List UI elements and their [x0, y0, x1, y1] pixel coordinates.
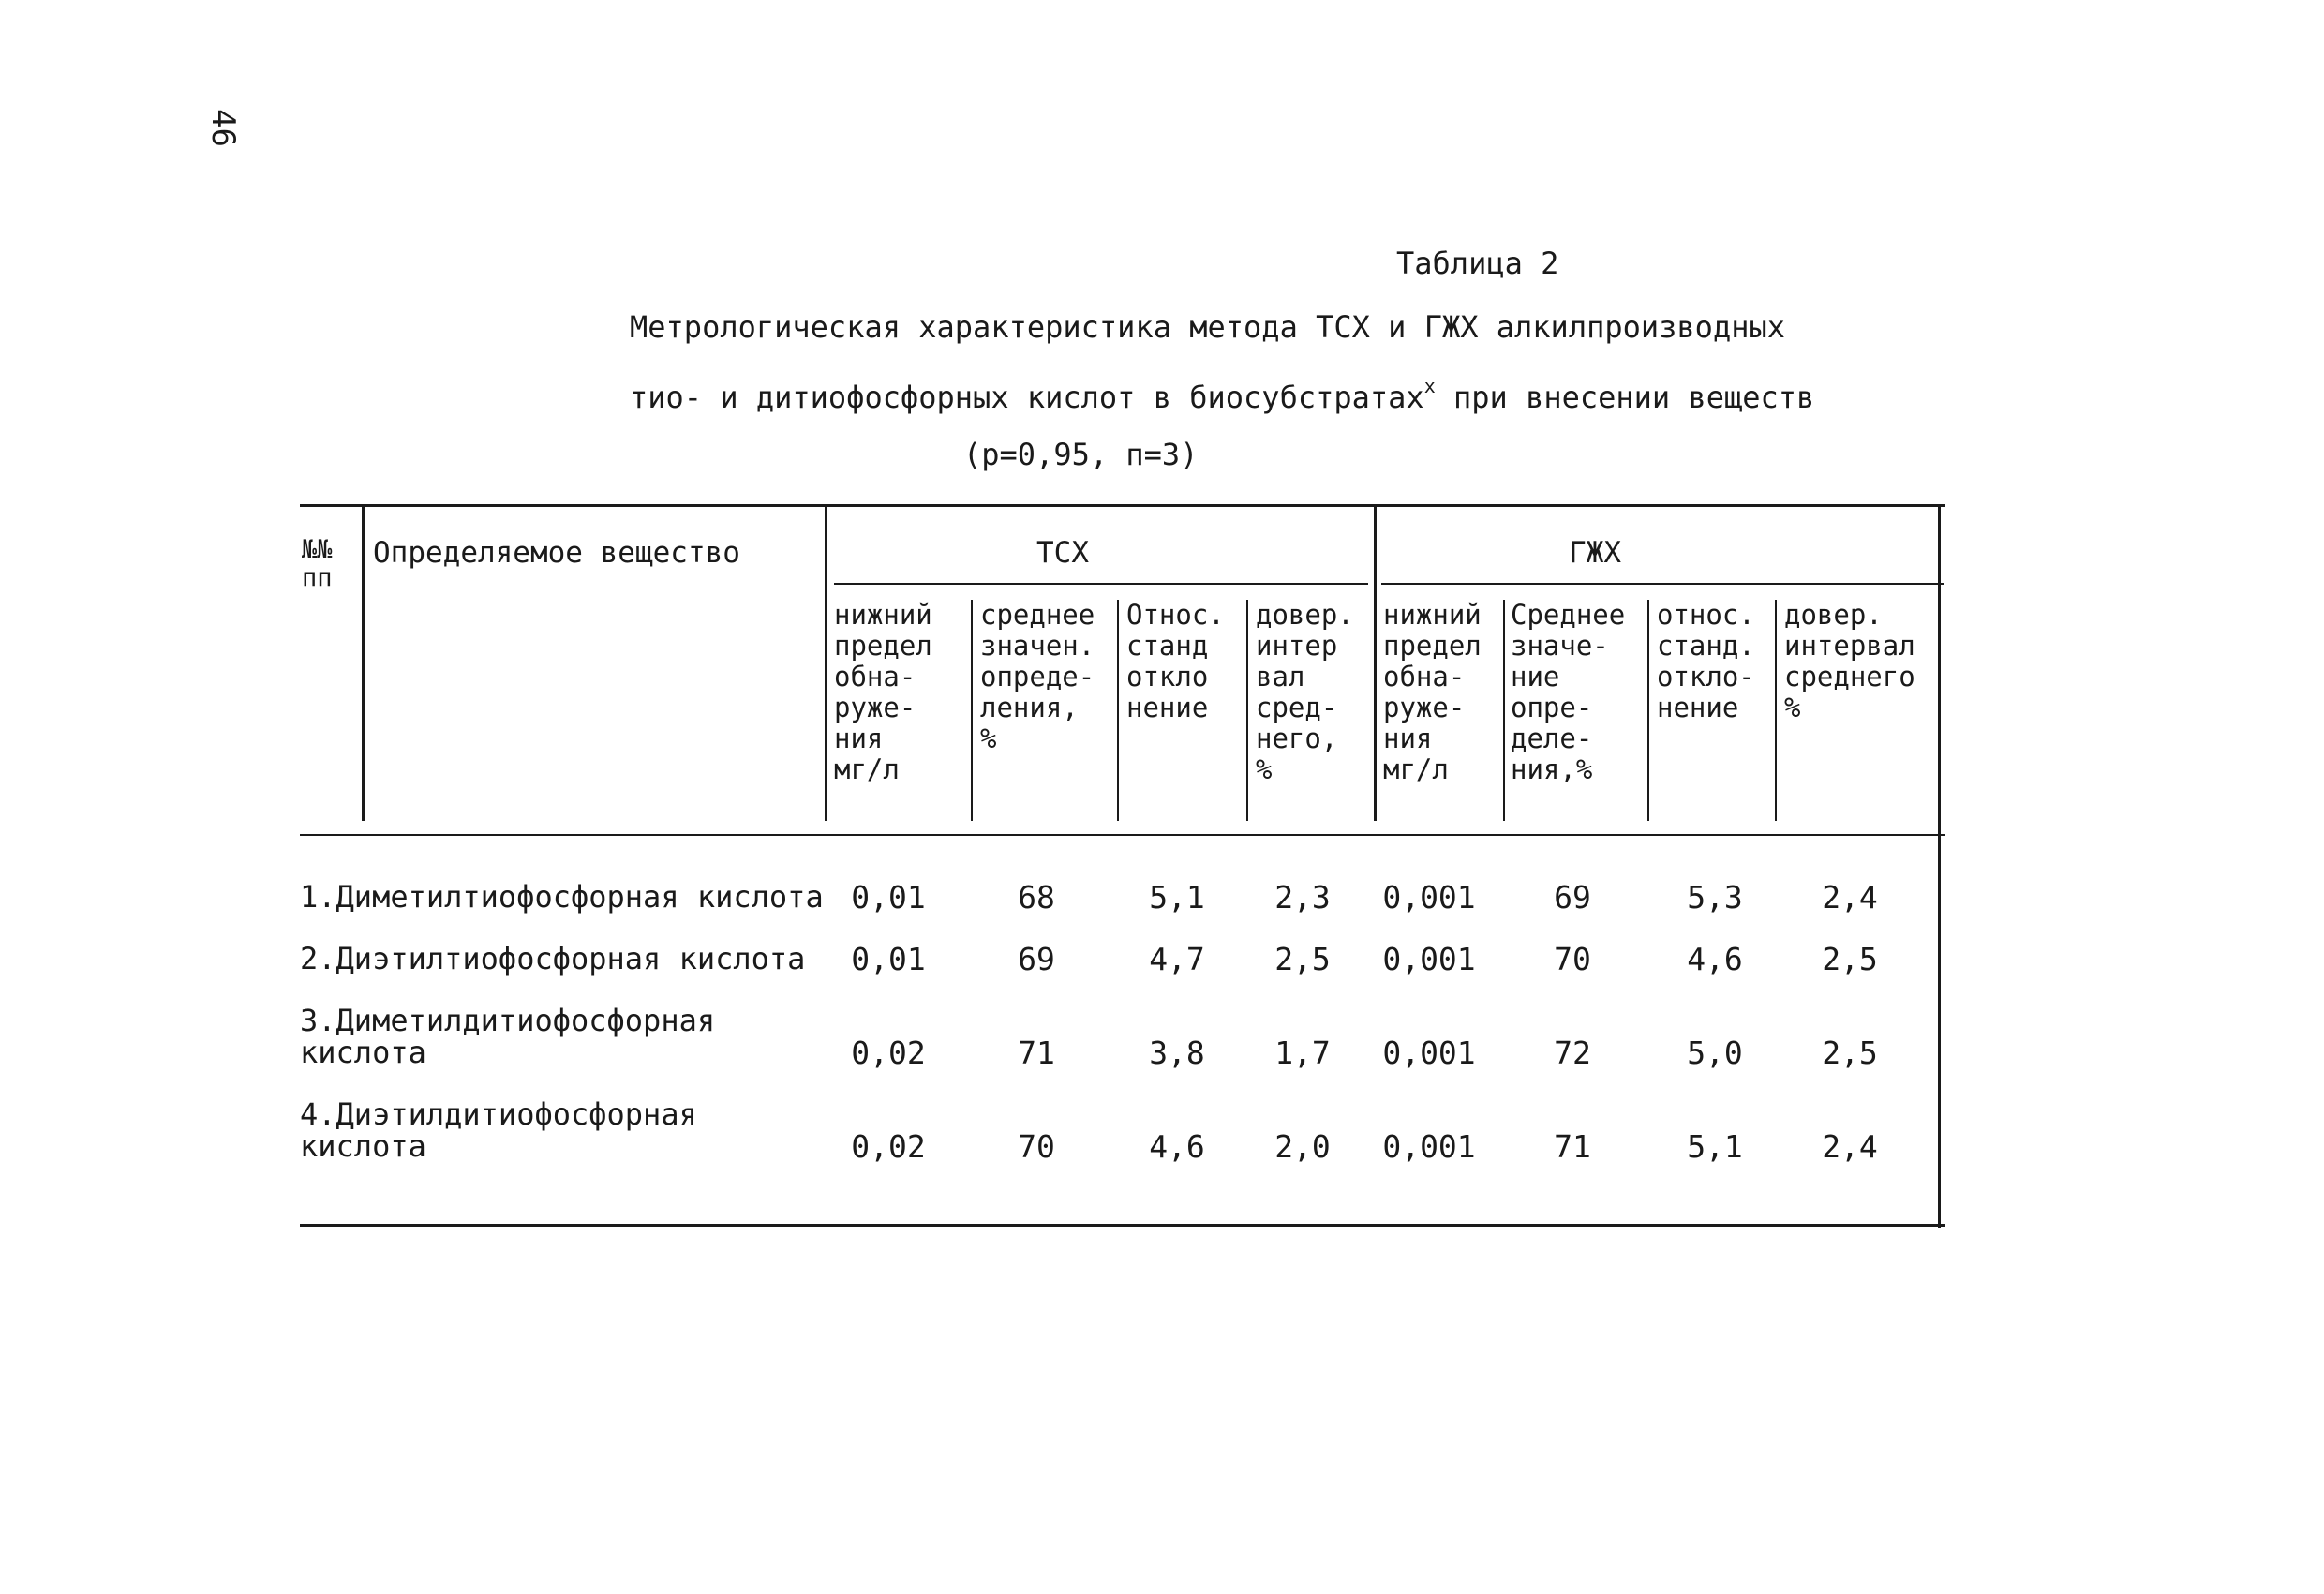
header-num: №№ пп — [302, 535, 333, 592]
divider-tsx-gzhx — [1374, 506, 1377, 821]
row-1-tsx-mean: 68 — [1018, 879, 1055, 916]
row-2-tsx-detection-limit: 0,01 — [851, 941, 926, 977]
divider-tsx-col4 — [1246, 600, 1248, 821]
header-gzhx-mean: Среднее значе- ние опре- деле- ния,% — [1511, 599, 1626, 785]
group-underline-gzhx — [1381, 583, 1944, 585]
table-right-edge — [1938, 506, 1941, 1228]
row-2-gzhx-conf-interval: 2,5 — [1822, 941, 1878, 977]
header-bottom-rule — [300, 834, 1945, 836]
row-1-gzhx-mean: 69 — [1554, 879, 1591, 916]
row-3-gzhx-detection-limit: 0,001 — [1382, 1035, 1476, 1071]
header-tsx-mean: среднее значен. опреде- ления, % — [980, 599, 1095, 754]
header-tsx-rel-std: Относ. станд откло нение — [1126, 599, 1225, 723]
row-1-tsx-detection-limit: 0,01 — [851, 879, 926, 916]
row-3-gzhx-mean: 72 — [1554, 1035, 1591, 1071]
row-2-gzhx-mean: 70 — [1554, 941, 1591, 977]
row-3-gzhx-rel-std: 5,0 — [1687, 1035, 1743, 1071]
page-number: 46 — [204, 109, 242, 147]
table-caption-line-2 — [630, 375, 1814, 415]
row-4-gzhx-mean: 71 — [1554, 1128, 1591, 1165]
divider-tsx-col3 — [1117, 600, 1119, 821]
row-1-gzhx-rel-std: 5,3 — [1687, 879, 1743, 916]
table-caption-line-1: Метрологическая характеристика метода ТСХ и ГЖХ алкилпроизводных — [630, 309, 1785, 345]
row-2-gzhx-rel-std: 4,6 — [1687, 941, 1743, 977]
footnote-marker: х — [1423, 375, 1436, 397]
row-2-tsx-mean: 69 — [1018, 941, 1055, 977]
row-3-tsx-conf-interval: 1,7 — [1274, 1035, 1331, 1071]
header-tsx: ТСХ — [1036, 536, 1089, 570]
row-4-gzhx-conf-interval: 2,4 — [1822, 1128, 1878, 1165]
divider-tsx-col2 — [971, 600, 973, 821]
row-3-tsx-rel-std: 3,8 — [1149, 1035, 1205, 1071]
row-2-tsx-conf-interval: 2,5 — [1274, 941, 1331, 977]
row-4-gzhx-rel-std: 5,1 — [1687, 1128, 1743, 1165]
header-gzhx-detection-limit: нижний предел обна- руже- ния мг/л — [1383, 599, 1482, 785]
row-3-substance: 3.Диметилдитиофосфорная кислота — [300, 1003, 716, 1070]
header-gzhx-rel-std: относ. станд. откло- нение — [1657, 599, 1755, 723]
row-2-substance: 2.Диэтилтиофосфорная кислота — [300, 941, 806, 976]
table-caption-conditions: (р=0,95, п=3) — [963, 437, 1199, 472]
divider-gzhx-col2 — [1503, 600, 1505, 821]
divider-gzhx-col4 — [1775, 600, 1777, 821]
row-1-tsx-conf-interval: 2,3 — [1274, 879, 1331, 916]
header-tsx-conf-interval: довер. интер вал сред- него, % — [1256, 599, 1354, 785]
row-4-tsx-detection-limit: 0,02 — [851, 1128, 926, 1165]
header-substance: Определяемое вещество — [373, 536, 740, 570]
row-4-gzhx-detection-limit: 0,001 — [1382, 1128, 1476, 1165]
row-3-tsx-detection-limit: 0,02 — [851, 1035, 926, 1071]
row-1-substance: 1.Диметилтиофосфорная кислота — [300, 879, 824, 915]
row-1-gzhx-detection-limit: 0,001 — [1382, 879, 1476, 916]
divider-num — [362, 506, 365, 821]
table-top-rule — [300, 504, 1945, 507]
row-4-substance: 4.Диэтилдитиофосфорная кислота — [300, 1096, 697, 1164]
divider-substance — [825, 506, 827, 821]
row-4-tsx-mean: 70 — [1018, 1128, 1055, 1165]
row-1-tsx-rel-std: 5,1 — [1149, 879, 1205, 916]
row-2-gzhx-detection-limit: 0,001 — [1382, 941, 1476, 977]
row-4-tsx-rel-std: 4,6 — [1149, 1128, 1205, 1165]
row-3-tsx-mean: 71 — [1018, 1035, 1055, 1071]
header-gzhx: ГЖХ — [1569, 536, 1621, 570]
table-label: Таблица 2 — [1396, 246, 1559, 281]
group-underline-tsx — [834, 583, 1368, 585]
row-2-tsx-rel-std: 4,7 — [1149, 941, 1205, 977]
caption-line-2-tail: при внесении веществ — [1435, 380, 1815, 415]
row-4-tsx-conf-interval: 2,0 — [1274, 1128, 1331, 1165]
header-tsx-detection-limit: нижний предел обна- руже- ния мг/л — [834, 599, 932, 785]
row-1-gzhx-conf-interval: 2,4 — [1822, 879, 1878, 916]
divider-gzhx-col3 — [1647, 600, 1649, 821]
caption-line-2-text: тио- и дитиофосфорных кислот в биосубстратах — [630, 380, 1424, 415]
row-3-gzhx-conf-interval: 2,5 — [1822, 1035, 1878, 1071]
header-gzhx-conf-interval: довер. интервал среднего % — [1784, 599, 1915, 723]
table-bottom-rule — [300, 1224, 1945, 1227]
